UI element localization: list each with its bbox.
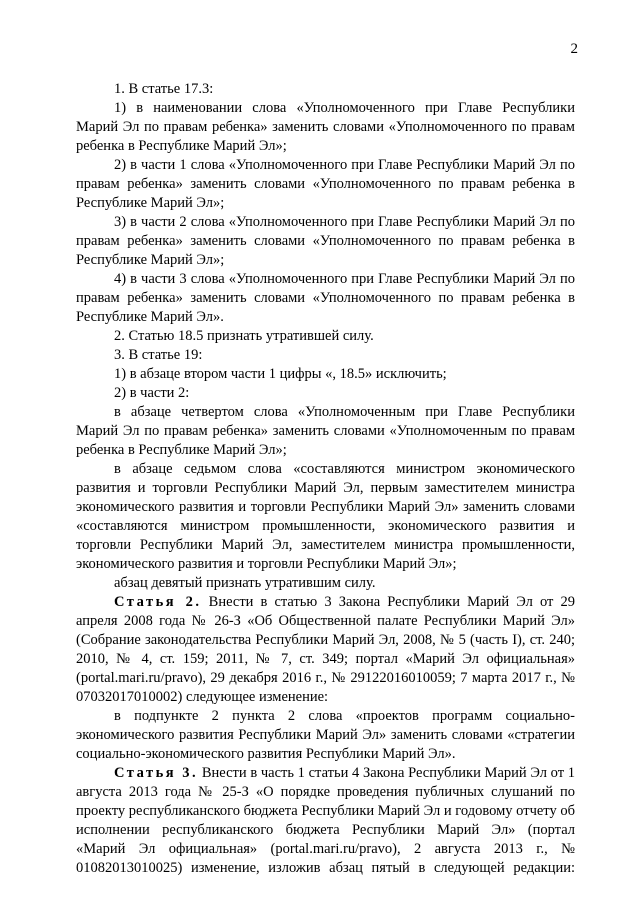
article-3-text: Внести в часть 1 статьи 4 Закона Республики Марий Эл от 1 августа 2013 года № 25-З «О порядке проведения публичных слушаний по проекту республиканского бюджета Республики Марий Эл и годовому отчету об исполнении республиканского бюджета Республики Марий Эл» (портал «Марий Эл официальная» (portal.mari.ru/pravo), 2 августа 2013 г., № 01082013010025) изменение, изложив абзац пятый в следующей редакции: xyxy=(76,765,576,876)
paragraph-abzac-4: в абзаце четвертом слова «Уполномоченным при Главе Республики Марий Эл по правам ребенка» заменить словами «Уполномоченным по правам ребенка в Республике Марий Эл»; xyxy=(76,404,575,458)
paragraph-item-2: 2) в части 1 слова «Уполномоченного при Главе Республики Марий Эл по правам ребенка» заменить словами «Уполномоченного по правам ребенка в Республике Марий Эл»; xyxy=(76,157,575,211)
paragraph-abzac-9: абзац девятый признать утратившим силу. xyxy=(114,575,376,591)
paragraph-article-19: 3. В статье 19: xyxy=(114,347,203,363)
page-number: 2 xyxy=(570,41,578,57)
article-2-label: Статья 2. xyxy=(114,594,202,610)
paragraph-item-1: 1) в наименовании слова «Уполномоченного при Главе Республики Марий Эл по правам ребенка» заменить словами «Уполномоченного по правам ребенка в Республике Марий Эл»; xyxy=(76,100,575,154)
paragraph-item-4: 4) в части 3 слова «Уполномоченного при Главе Республики Марий Эл по правам ребенка» заменить словами «Уполномоченного по правам ребенка в Республике Марий Эл». xyxy=(76,271,575,325)
paragraph-abzac-7: в абзаце седьмом слова «составляются министром экономического развития и торговли Республики Марий Эл, первым заместителем министра экономического развития и торговли Республики Марий Эл» заменить словами «составляются министром промышленности, экономического развития и торговли Республики Марий Эл, заместителем министра промышленности, экономического развития и торговли Республики Марий Эл»; xyxy=(76,461,575,572)
paragraph-19-item-2: 2) в части 2: xyxy=(114,385,190,401)
paragraph-item-3: 3) в части 2 слова «Уполномоченного при Главе Республики Марий Эл по правам ребенка» заменить словами «Уполномоченного по правам ребенка в Республике Марий Эл»; xyxy=(76,214,575,268)
article-2-text: Внести в статью 3 Закона Республики Марий Эл от 29 апреля 2008 года № 26-З «Об Общественной палате Республики Марий Эл» (Собрание законодательства Республики Марий Эл, 2008, № 5 (часть I), ст. 240; 2010, № 4, ст. 159; 2011, № 7, ст. 349; портал «Марий Эл официальная» (portal.mari.ru/pravo), 29 декабря 2016 г., № 29122016010059; 7 марта 2017 г., № 07032017010002) следующее изменение: xyxy=(76,594,575,705)
paragraph-article-17-3: 1. В статье 17.3: xyxy=(114,81,214,97)
article-3-label: Статья 3. xyxy=(114,765,199,781)
paragraph-article-3 xyxy=(76,764,575,878)
paragraph-article-2 xyxy=(76,593,575,707)
paragraph-article-2-change: в подпункте 2 пункта 2 слова «проектов программ социально-экономического развития Республики Марий Эл» заменить словами «стратегии социально-экономического развития Республики Марий Эл». xyxy=(76,708,575,762)
paragraph-article-18-5: 2. Статью 18.5 признать утратившей силу. xyxy=(114,328,374,344)
paragraph-19-item-1: 1) в абзаце втором части 1 цифры «, 18.5» исключить; xyxy=(114,366,447,382)
document-body xyxy=(76,80,575,878)
